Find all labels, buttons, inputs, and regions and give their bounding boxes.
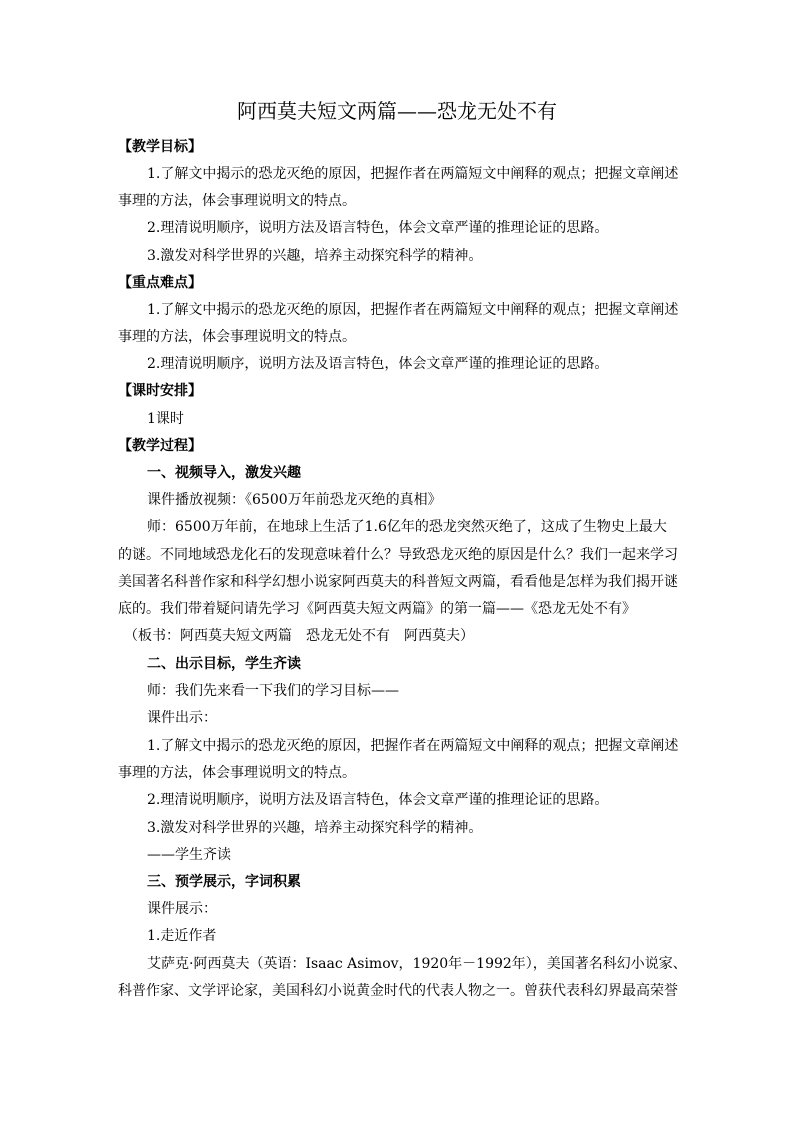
- key-line: 2.理清说明顺序，说明方法及语言特色，体会文章严谨的推理论证的思路。: [147, 356, 609, 372]
- step3-line: 课件展示：: [147, 901, 217, 917]
- schedule-heading: 【课时安排】: [118, 383, 202, 399]
- key-line: 1.了解文中揭示的恐龙灭绝的原因，把握作者在两篇短文中阐释的观点；把握文章阐述: [147, 302, 679, 318]
- goal-line: 3.激发对科学世界的兴趣，培养主动探究科学的精神。: [147, 248, 483, 264]
- step1-line: 课件播放视频：《6500万年前恐龙灭绝的真相》: [147, 492, 442, 508]
- goals-heading: 【教学目标】: [118, 139, 202, 155]
- step2-line: 事理的方法，体会事理说明文的特点。: [118, 765, 356, 781]
- schedule-text: 1课时: [147, 411, 184, 427]
- key-line: 事理的方法，体会事理说明文的特点。: [118, 329, 356, 345]
- step3-line: 科普作家、文学评论家，美国科幻小说黄金时代的代表人物之一。曾获代表科幻界最高荣誉: [118, 983, 678, 999]
- step3-line: 艾萨克·阿西莫夫（英语：Isaac Asimov，1920年－1992年），美国著名科幻小说家、: [147, 956, 687, 972]
- step2-line: 3.激发对科学世界的兴趣，培养主动探究科学的精神。: [147, 820, 483, 836]
- step2-title: 二、出示目标，学生齐读: [147, 656, 301, 672]
- key-heading: 【重点难点】: [118, 275, 202, 291]
- process-heading: 【教学过程】: [118, 438, 202, 454]
- step2-line: ——学生齐读: [147, 847, 231, 863]
- step2-line: 1.了解文中揭示的恐龙灭绝的原因，把握作者在两篇短文中阐释的观点；把握文章阐述: [147, 738, 679, 754]
- goal-line: 1.了解文中揭示的恐龙灭绝的原因，把握作者在两篇短文中阐释的观点；把握文章阐述: [147, 166, 679, 182]
- document-title: 阿西莫夫短文两篇——恐龙无处不有: [237, 99, 557, 123]
- step3-line: 1.走近作者: [147, 928, 217, 944]
- step2-line: 师：我们先来看一下我们的学习目标——: [147, 683, 399, 699]
- goal-line: 事理的方法，体会事理说明文的特点。: [118, 193, 356, 209]
- step1-line: 底的。我们带着疑问请先学习《阿西莫夫短文两篇》的第一篇——《恐龙无处不有》: [118, 601, 636, 617]
- step3-title: 三、预学展示，字词积累: [147, 874, 301, 890]
- step2-line: 2.理清说明顺序，说明方法及语言特色，体会文章严谨的推理论证的思路。: [147, 792, 609, 808]
- step1-line: 师：6500万年前，在地球上生活了1.6亿年的恐龙突然灭绝了，这成了生物史上最大: [147, 519, 667, 535]
- goal-line: 2.理清说明顺序，说明方法及语言特色，体会文章严谨的推理论证的思路。: [147, 220, 609, 236]
- step1-line: （板书：阿西莫夫短文两篇 恐龙无处不有 阿西莫夫）: [124, 628, 474, 644]
- step1-title: 一、视频导入，激发兴趣: [147, 465, 301, 481]
- step1-line: 的谜。不同地域恐龙化石的发现意味着什么？导致恐龙灭绝的原因是什么？我们一起来学习: [118, 547, 678, 563]
- step2-line: 课件出示：: [147, 710, 217, 726]
- step1-line: 美国著名科普作家和科学幻想小说家阿西莫夫的科普短文两篇，看看他是怎样为我们揭开谜: [118, 574, 678, 590]
